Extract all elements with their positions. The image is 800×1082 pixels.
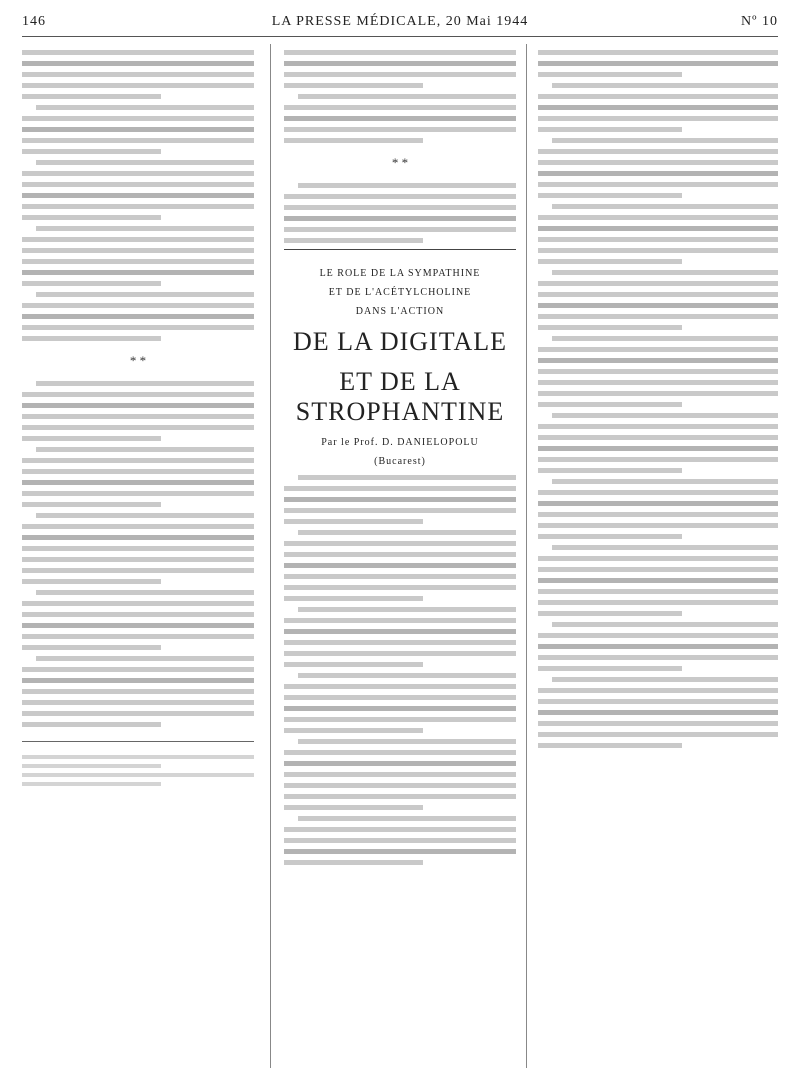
title-kicker-2: ET DE L'ACÉTYLCHOLINE [328, 287, 472, 298]
page-number: 146 [22, 14, 46, 29]
title-kicker-3: DANS L'ACTION [355, 306, 445, 317]
title-kicker-1: LE ROLE DE LA SYMPATHINE [319, 268, 481, 279]
column-2 [284, 44, 516, 871]
section-break-2: * * [391, 155, 409, 170]
running-header [22, 10, 778, 37]
article-affiliation: (Bucarest) [374, 456, 426, 467]
column-1 [22, 44, 254, 791]
section-break: * * [129, 353, 147, 368]
journal-title: LA PRESSE MÉDICALE, 20 Mai 1944 [271, 14, 529, 29]
article-title-2: ET DE LA STROPHANTINE [295, 367, 505, 426]
article-title-1: DE LA DIGITALE [292, 327, 508, 356]
column-rule-left [270, 44, 271, 1068]
column-rule-right [526, 44, 527, 1068]
column-3 [538, 44, 778, 754]
article-title-block [284, 249, 516, 467]
article-byline: Par le Prof. D. DANIELOPOLU [321, 437, 479, 448]
footnotes [22, 741, 254, 786]
issue-number: Nº 10 [741, 14, 778, 29]
